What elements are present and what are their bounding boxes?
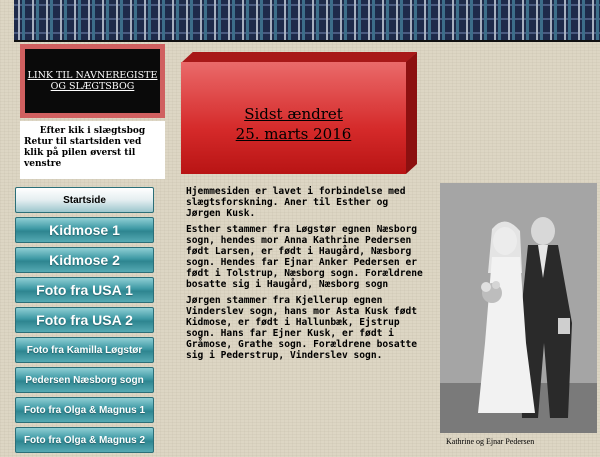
article-paragraph: Jørgen stammer fra Kjellerup egnen Vinderslev sogn, hans mor Asta Kusk født Kidmose, er født i Hallunbæk, Ejstrup sogn. Hans far Ejner Kusk, er født i Gråmose, Grathe sogn. Forældrene bosatte sig i Pederstrup, Vinderslev sogn. <box>186 295 418 361</box>
wedding-photo <box>440 183 597 433</box>
note-heading: Efter kik i slægtsbog <box>39 126 146 136</box>
article-paragraph: Esther stammer fra Løgstør egnen Næsborg sogn, hendes mor Anna Kathrine Pedersen født Larsen, er født i Haugård, Næsborg sogn. Hendes far Ejnar Anker Pedersen er født i Tolstrup, Næsborg sogn. Forældrene bosatte sig i Haugård, Næsborg sogn <box>186 224 423 290</box>
nav-olga-magnus-2[interactable]: Foto fra Olga & Magnus 2 <box>15 427 154 453</box>
last-updated-date: 25. marts 2016 <box>235 125 352 143</box>
photo-caption: Kathrine og Ejnar Pedersen <box>446 437 535 446</box>
nav-startside[interactable]: Startside <box>15 187 154 213</box>
intro-article <box>186 186 426 366</box>
article-paragraph: Hjemmesiden er lavet i forbindelse med slægtsforskning. Aner til Esther og Jørgen Kusk. <box>186 186 406 219</box>
last-updated-label: Sidst ændret <box>244 105 343 123</box>
nav-pedersen-naesborg[interactable]: Pedersen Næsborg sogn <box>15 367 154 393</box>
nav-kidmose-1[interactable]: Kidmose 1 <box>15 217 154 243</box>
note-text: Retur til startsiden ved klik på pilen øverst til venstre <box>24 137 142 169</box>
red-banner-side <box>406 52 417 174</box>
nav-foto-kamilla[interactable]: Foto fra Kamilla Løgstør <box>15 337 154 363</box>
wedding-photo-drawing <box>440 183 597 433</box>
family-register-link[interactable]: LINK TIL NAVNEREGISTE OG SLÆGTSBOG <box>25 49 160 113</box>
nav-foto-usa-1[interactable]: Foto fra USA 1 <box>15 277 154 303</box>
decorative-top-border <box>14 0 600 42</box>
side-navigation <box>15 187 154 457</box>
return-note <box>20 121 165 179</box>
nav-foto-usa-2[interactable]: Foto fra USA 2 <box>15 307 154 333</box>
family-register-link-box[interactable] <box>20 44 165 118</box>
last-updated <box>181 104 406 144</box>
nav-kidmose-2[interactable]: Kidmose 2 <box>15 247 154 273</box>
nav-olga-magnus-1[interactable]: Foto fra Olga & Magnus 1 <box>15 397 154 423</box>
